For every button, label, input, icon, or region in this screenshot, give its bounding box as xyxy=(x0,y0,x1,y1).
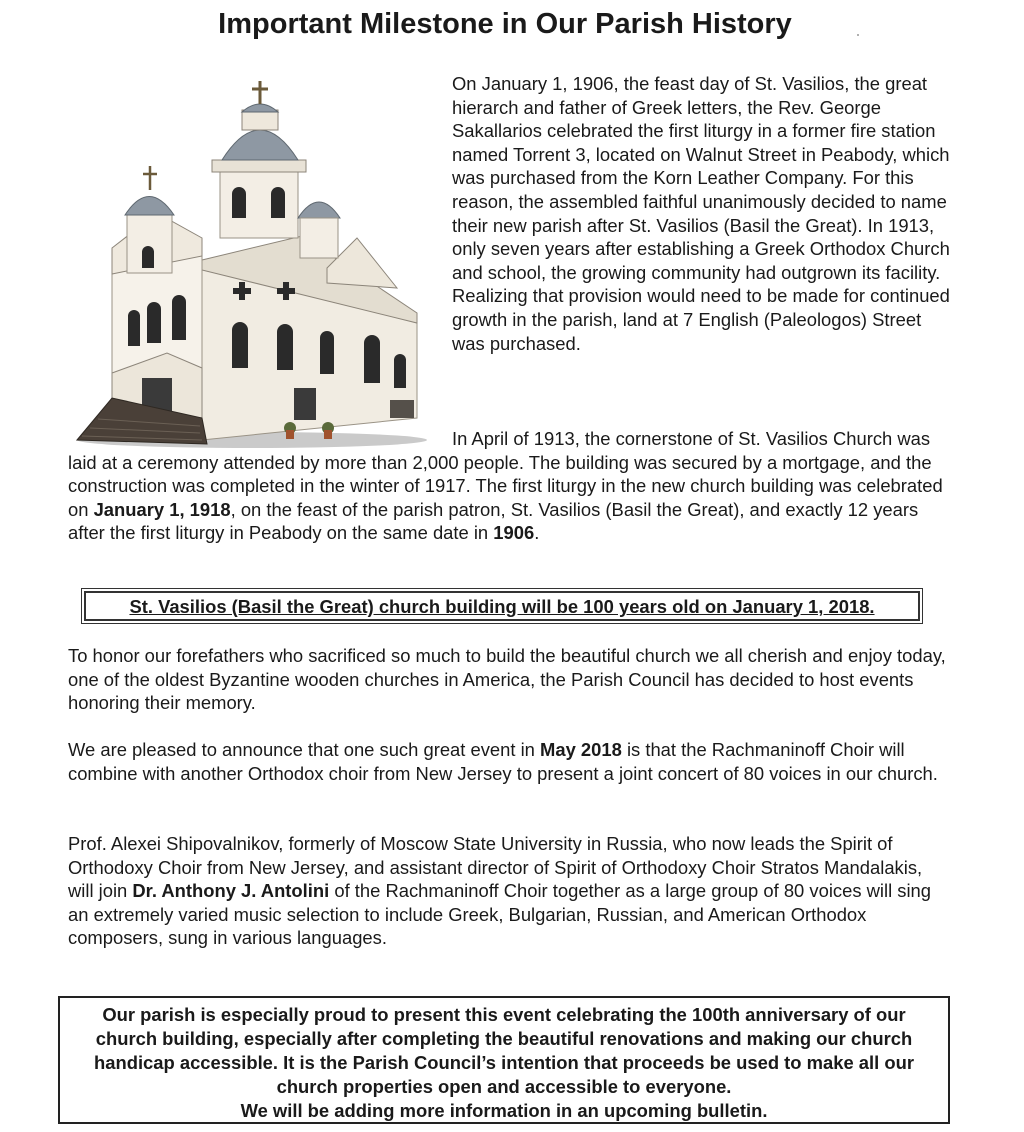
p2-text-a: In April of 1913, the cornerstone of St. Vasilios Church was laid at a ceremony attended by more than 2,000 people. The building was secured by a mortgage, and the construction was completed in the winter of 1917. The first liturgy in the new church building was celebrated on xyxy=(68,428,943,520)
p5-director-name: Dr. Anthony J. Antolini xyxy=(132,880,330,902)
history-paragraph-2 xyxy=(68,427,948,545)
footer-notice-box xyxy=(58,996,950,1124)
scan-speck xyxy=(857,34,859,36)
p4-text-a: We are pleased to announce that one such great event in xyxy=(68,739,541,760)
p5-text-c: of the Rachmaninoff Choir together as a large group of 80 voices will sing an extremely varied music selection to include Greek, Bulgarian, Russian, and American Orthodox composers, sung in various languages. xyxy=(68,880,932,949)
footer-notice-last-line: We will be adding more information in an upcoming bulletin. xyxy=(240,1100,768,1121)
p5-text-a: Prof. Alexei Shipovalnikov, formerly of Moscow State University in Russia, who now leads the Spirit of Orthodoxy Choir from New Jersey, and assistant director of Spirit of Orthodoxy Choir Stratos Mandalakis, will join xyxy=(68,833,923,902)
choir-paragraph xyxy=(68,832,948,950)
p4-event-date: May 2018 xyxy=(540,739,622,760)
p2-text-d: . xyxy=(534,522,540,544)
history-paragraph-1: On January 1, 1906, the feast day of St. Vasilios, the great hierarch and father of Greek letters, the Rev. George Sakallarios celebrated the first liturgy in a former fire station named Torrent 3, located on Walnut Street in Peabody, which was purchased from the Korn Leather Company. For this reason, the assembled faithful unanimously decided to name their new parish after St. Vasilios (Basil the Great). In 1913, only seven years after establishing a Greek Orthodox Church and school, the growing community had outgrown its facility. Realizing that provision would need to be made for continued growth in the parish, land at 7 English (Paleologos) Street was purchased. xyxy=(452,73,950,354)
page-title: Important Milestone in Our Parish History xyxy=(218,8,792,40)
p2-text-c: , on the feast of the parish patron, St. Vasilios (Basil the Great), and exactly 12 years after the first liturgy in Peabody on the same date in xyxy=(68,498,919,544)
footer-notice-text: Our parish is especially proud to present this event celebrating the 100th anniversary of our church building, especially after completing the beautiful renovations and making our church handicap accessible. It is the Parish Council’s intention that proceeds be used to make all our church properties open and accessible to everyone. xyxy=(94,1004,914,1097)
centennial-highlight-box: St. Vasilios (Basil the Great) church building will be 100 years old on January 1, 2018. xyxy=(84,591,920,621)
p2-year-1906: 1906 xyxy=(493,522,535,544)
announcement-paragraph xyxy=(68,738,948,785)
honor-paragraph: To honor our forefathers who sacrificed so much to build the beautiful church we all cherish and enjoy today, one of the oldest Byzantine wooden churches in America, the Parish Council has decided to host events honoring their memory. xyxy=(68,645,946,714)
church-building-photo xyxy=(72,78,432,450)
p2-date-1918: January 1, 1918 xyxy=(93,498,231,520)
p4-text-c: is that the Rachmaninoff Choir will combine with another Orthodox choir from New Jersey to present a joint concert of 80 voices in our church. xyxy=(68,739,938,784)
